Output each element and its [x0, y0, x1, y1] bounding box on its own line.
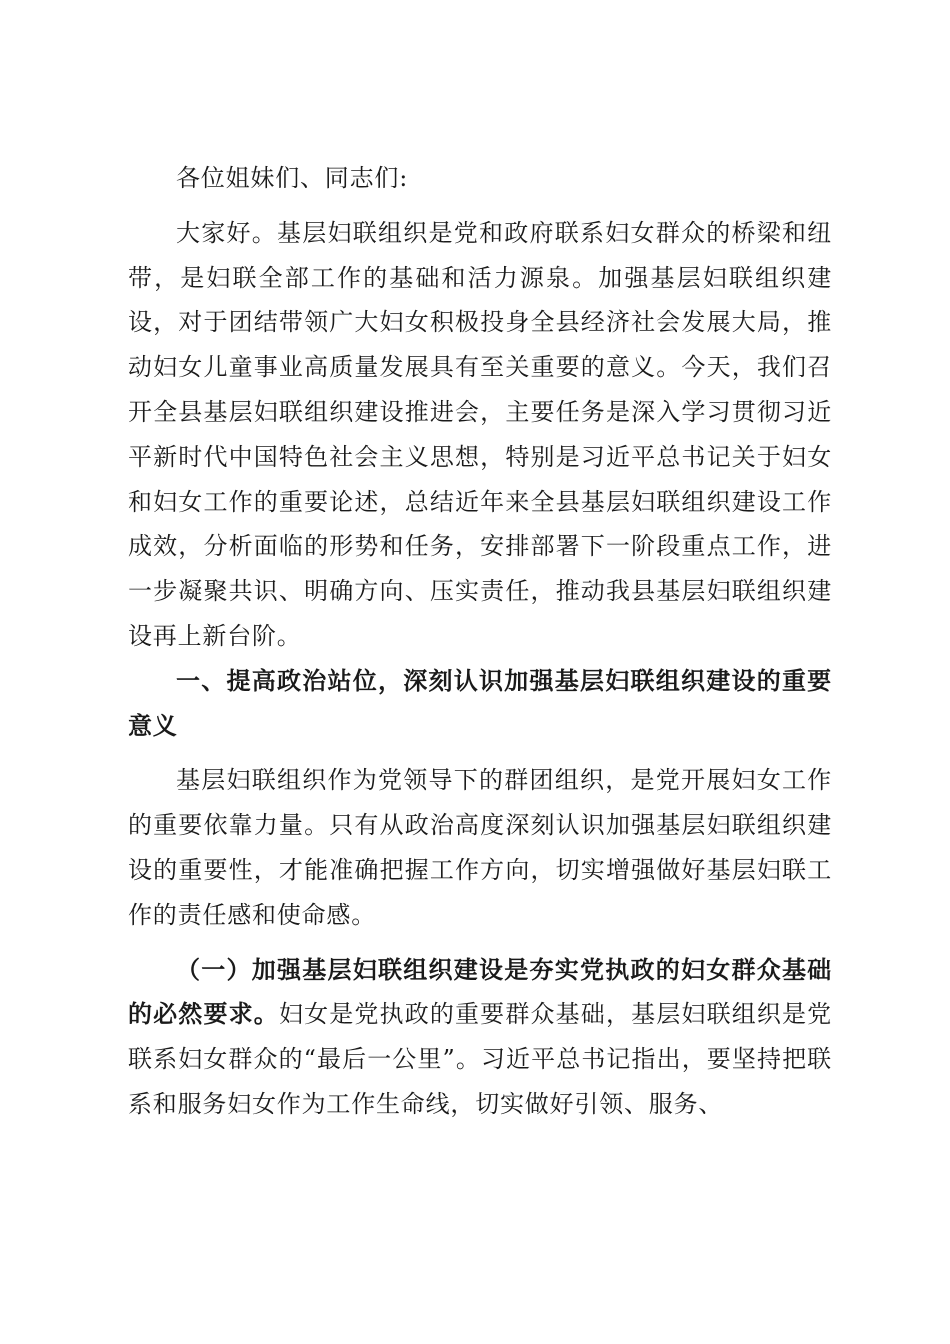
section-1-heading: 一、提高政治站位，深刻认识加强基层妇联组织建设的重要意义 — [128, 665, 832, 740]
subsection-1-body: 妇女是党执政的重要群众基础，基层妇联组织是党联系妇女群众的“最后一公里”。习近平总书记指出，要坚持把联系和服务妇女作为工作生命线，切实做好引领、服务、 — [128, 1000, 832, 1118]
section-1-paragraph: 基层妇联组织作为党领导下的群团组织，是党开展妇女工作的重要依靠力量。只有从政治高度深刻认识加强基层妇联组织建设的重要性，才能准确把握工作方向，切实增强做好基层妇联工作的责任感和使命感。 — [128, 766, 832, 929]
subsection-1-paragraph — [128, 948, 832, 1127]
document-body — [128, 156, 832, 1127]
salutation: 各位姐妹们、同志们: — [176, 164, 409, 192]
intro-paragraph: 大家好。基层妇联组织是党和政府联系妇女群众的桥梁和纽带，是妇联全部工作的基础和活力源泉。加强基层妇联组织建设，对于团结带领广大妇女积极投身全县经济社会发展大局，推动妇女儿童事业高质量发展具有至关重要的意义。今天，我们召开全县基层妇联组织建设推进会，主要任务是深入学习贯彻习近平新时代中国特色社会主义思想，特别是习近平总书记关于妇女和妇女工作的重要论述，总结近年来全县基层妇联组织建设工作成效，分析面临的形势和任务，安排部署下一阶段重点工作，进一步凝聚共识、明确方向、压实责任，推动我县基层妇联组织建设再上新台阶。 — [128, 218, 832, 650]
subsection-1-lead: （一）加强基层妇联组织建设是夯实党执政的妇女群众基础的必然要求。 — [128, 954, 832, 1029]
